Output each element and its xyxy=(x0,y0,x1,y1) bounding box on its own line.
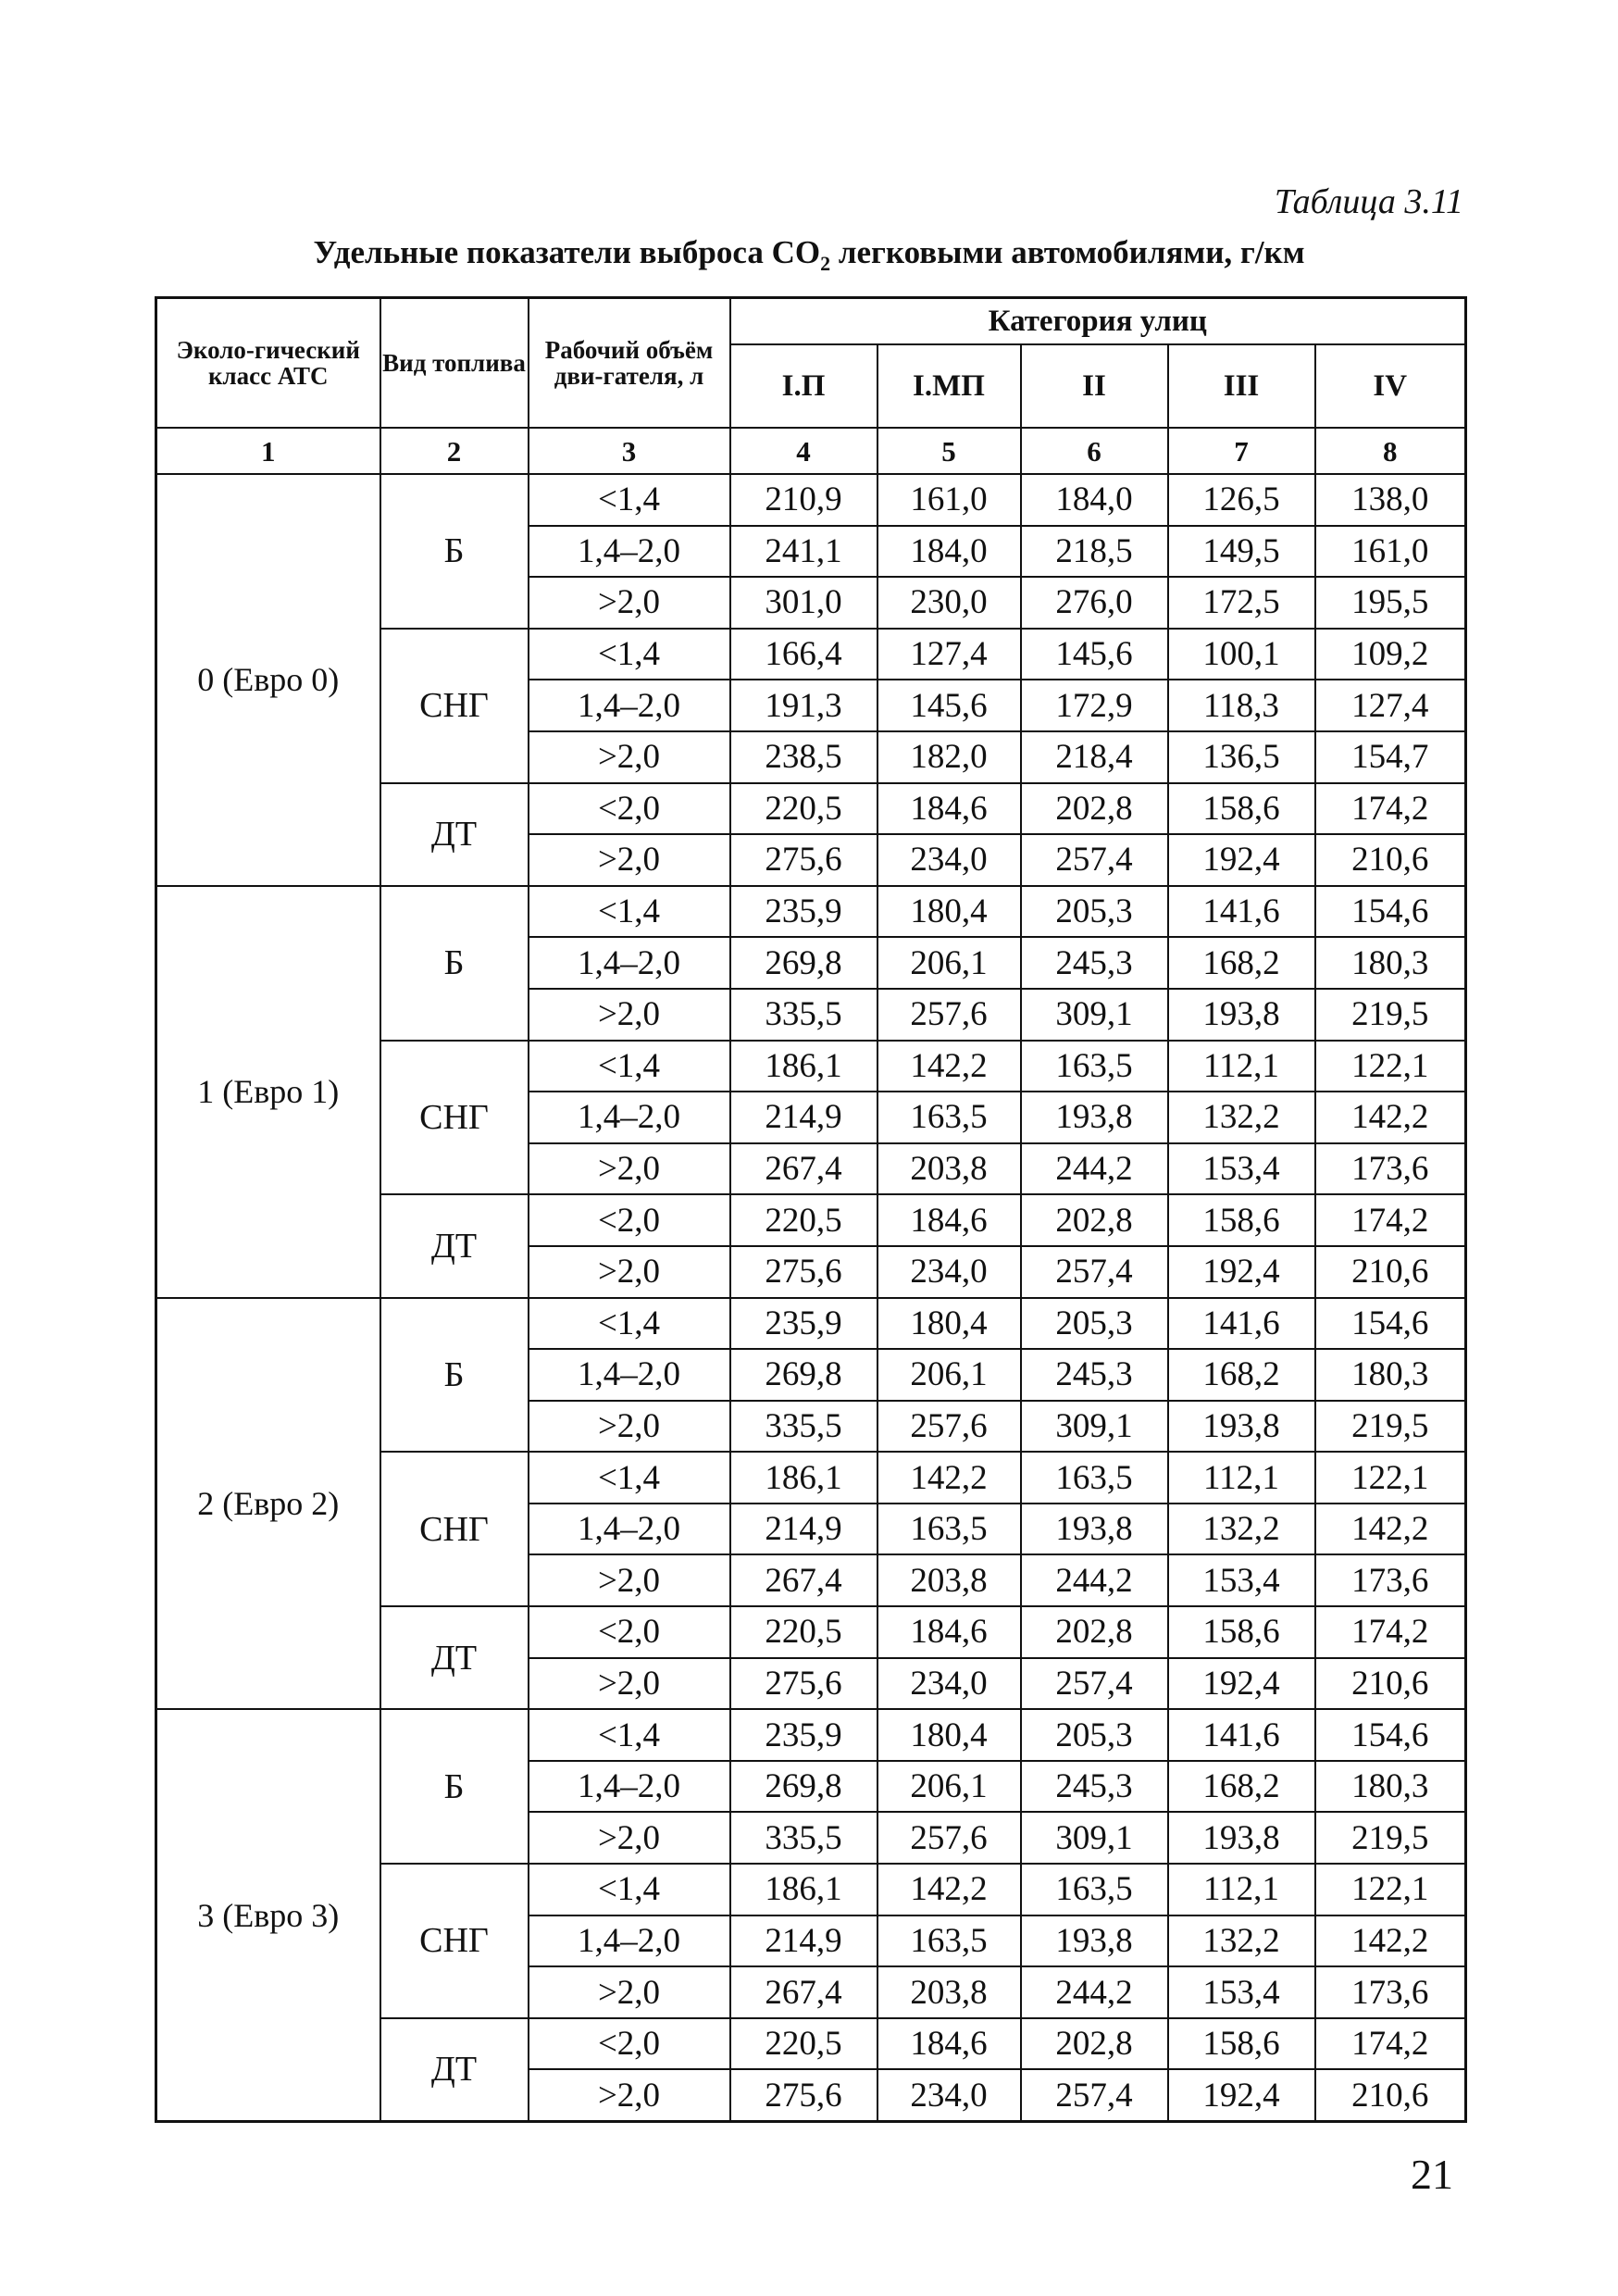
fuel-type-cell: Б xyxy=(380,1298,529,1453)
emission-value-cell: 220,5 xyxy=(730,783,877,835)
emission-value-cell: 335,5 xyxy=(730,1401,877,1453)
emission-value-cell: 173,6 xyxy=(1315,1554,1466,1606)
emission-value-cell: 126,5 xyxy=(1168,474,1315,526)
emission-value-cell: 168,2 xyxy=(1168,1349,1315,1401)
emission-value-cell: 218,4 xyxy=(1021,731,1168,783)
fuel-type-cell: СНГ xyxy=(380,1452,529,1606)
engine-volume-cell: >2,0 xyxy=(529,989,730,1041)
emission-value-cell: 244,2 xyxy=(1021,1143,1168,1195)
emission-value-cell: 210,6 xyxy=(1315,834,1466,886)
emission-value-cell: 214,9 xyxy=(730,1915,877,1967)
emission-value-cell: 158,6 xyxy=(1168,2018,1315,2070)
emission-value-cell: 174,2 xyxy=(1315,783,1466,835)
engine-volume-cell: >2,0 xyxy=(529,1966,730,2018)
table-title xyxy=(0,234,1618,276)
emission-value-cell: 142,2 xyxy=(877,1452,1021,1504)
emission-value-cell: 235,9 xyxy=(730,1709,877,1761)
emission-value-cell: 141,6 xyxy=(1168,1298,1315,1350)
emission-value-cell: 210,6 xyxy=(1315,1246,1466,1298)
emission-value-cell: 112,1 xyxy=(1168,1452,1315,1504)
emission-value-cell: 112,1 xyxy=(1168,1041,1315,1092)
emission-value-cell: 210,6 xyxy=(1315,2069,1466,2121)
emission-value-cell: 122,1 xyxy=(1315,1864,1466,1915)
emission-value-cell: 257,4 xyxy=(1021,834,1168,886)
emission-value-cell: 230,0 xyxy=(877,577,1021,629)
header-category-4: IV xyxy=(1315,344,1466,428)
emission-value-cell: 245,3 xyxy=(1021,937,1168,989)
emission-value-cell: 275,6 xyxy=(730,2069,877,2121)
engine-volume-cell: >2,0 xyxy=(529,577,730,629)
emission-value-cell: 244,2 xyxy=(1021,1966,1168,2018)
emission-value-cell: 192,4 xyxy=(1168,1246,1315,1298)
emission-value-cell: 210,9 xyxy=(730,474,877,526)
emission-value-cell: 257,6 xyxy=(877,1812,1021,1864)
emission-value-cell: 142,2 xyxy=(877,1041,1021,1092)
emission-value-cell: 234,0 xyxy=(877,2069,1021,2121)
table-title-main: Удельные показатели выброса CO xyxy=(313,234,821,270)
emission-value-cell: 276,0 xyxy=(1021,577,1168,629)
emission-value-cell: 238,5 xyxy=(730,731,877,783)
engine-volume-cell: >2,0 xyxy=(529,834,730,886)
emission-value-cell: 193,8 xyxy=(1168,1401,1315,1453)
emission-value-cell: 275,6 xyxy=(730,834,877,886)
emission-value-cell: 219,5 xyxy=(1315,989,1466,1041)
header-street-category: Категория улиц xyxy=(730,298,1466,345)
page-number: 21 xyxy=(1411,2151,1453,2198)
emission-value-cell: 145,6 xyxy=(1021,629,1168,680)
emission-value-cell: 163,5 xyxy=(1021,1864,1168,1915)
column-number: 1 xyxy=(156,428,380,474)
emission-value-cell: 184,6 xyxy=(877,2018,1021,2070)
emission-value-cell: 219,5 xyxy=(1315,1812,1466,1864)
fuel-type-cell: СНГ xyxy=(380,1864,529,2018)
emission-value-cell: 241,1 xyxy=(730,526,877,578)
column-number: 4 xyxy=(730,428,877,474)
engine-volume-cell: <1,4 xyxy=(529,1709,730,1761)
emission-value-cell: 163,5 xyxy=(877,1092,1021,1143)
emission-value-cell: 193,8 xyxy=(1021,1504,1168,1555)
table-row xyxy=(156,474,1466,526)
emission-value-cell: 309,1 xyxy=(1021,1401,1168,1453)
eco-class-cell: 2 (Евро 2) xyxy=(156,1298,380,1710)
engine-volume-cell: <2,0 xyxy=(529,1606,730,1658)
emission-value-cell: 244,2 xyxy=(1021,1554,1168,1606)
emission-value-cell: 205,3 xyxy=(1021,1709,1168,1761)
emission-value-cell: 127,4 xyxy=(1315,680,1466,731)
emission-value-cell: 214,9 xyxy=(730,1504,877,1555)
emission-value-cell: 153,4 xyxy=(1168,1966,1315,2018)
emission-value-cell: 203,8 xyxy=(877,1143,1021,1195)
emission-value-cell: 132,2 xyxy=(1168,1092,1315,1143)
engine-volume-cell: <2,0 xyxy=(529,783,730,835)
emission-value-cell: 192,4 xyxy=(1168,1658,1315,1710)
emission-value-cell: 161,0 xyxy=(877,474,1021,526)
emission-value-cell: 154,6 xyxy=(1315,886,1466,938)
emission-value-cell: 173,6 xyxy=(1315,1143,1466,1195)
engine-volume-cell: <1,4 xyxy=(529,1864,730,1915)
emission-value-cell: 142,2 xyxy=(877,1864,1021,1915)
header-category-1mp: I.МП xyxy=(877,344,1021,428)
column-number: 5 xyxy=(877,428,1021,474)
emission-value-cell: 335,5 xyxy=(730,1812,877,1864)
emission-value-cell: 154,6 xyxy=(1315,1298,1466,1350)
emission-value-cell: 138,0 xyxy=(1315,474,1466,526)
engine-volume-cell: 1,4–2,0 xyxy=(529,937,730,989)
emission-value-cell: 122,1 xyxy=(1315,1452,1466,1504)
header-category-3: III xyxy=(1168,344,1315,428)
engine-volume-cell: >2,0 xyxy=(529,1554,730,1606)
emission-value-cell: 257,4 xyxy=(1021,1658,1168,1710)
engine-volume-cell: >2,0 xyxy=(529,2069,730,2121)
engine-volume-cell: <1,4 xyxy=(529,1041,730,1092)
emission-value-cell: 202,8 xyxy=(1021,1194,1168,1246)
engine-volume-cell: <2,0 xyxy=(529,1194,730,1246)
emission-value-cell: 184,6 xyxy=(877,1194,1021,1246)
emission-value-cell: 206,1 xyxy=(877,1761,1021,1813)
emission-value-cell: 141,6 xyxy=(1168,886,1315,938)
emission-value-cell: 174,2 xyxy=(1315,1194,1466,1246)
emission-value-cell: 172,5 xyxy=(1168,577,1315,629)
emission-value-cell: 163,5 xyxy=(1021,1041,1168,1092)
header-category-2: II xyxy=(1021,344,1168,428)
emission-value-cell: 202,8 xyxy=(1021,783,1168,835)
emission-value-cell: 195,5 xyxy=(1315,577,1466,629)
emission-value-cell: 180,4 xyxy=(877,886,1021,938)
emission-value-cell: 269,8 xyxy=(730,1761,877,1813)
emission-value-cell: 206,1 xyxy=(877,1349,1021,1401)
emission-value-cell: 172,9 xyxy=(1021,680,1168,731)
engine-volume-cell: 1,4–2,0 xyxy=(529,1504,730,1555)
emission-value-cell: 122,1 xyxy=(1315,1041,1466,1092)
emission-value-cell: 257,4 xyxy=(1021,1246,1168,1298)
eco-class-cell: 3 (Евро 3) xyxy=(156,1709,380,2121)
fuel-type-cell: Б xyxy=(380,474,529,629)
table-body xyxy=(156,428,1466,2122)
emission-value-cell: 214,9 xyxy=(730,1092,877,1143)
emission-value-cell: 275,6 xyxy=(730,1246,877,1298)
emission-value-cell: 136,5 xyxy=(1168,731,1315,783)
emission-value-cell: 132,2 xyxy=(1168,1915,1315,1967)
engine-volume-cell: <1,4 xyxy=(529,1298,730,1350)
table-title-rest: легковыми автомобилями, г/км xyxy=(830,234,1305,270)
table-number-label: Таблица 3.11 xyxy=(1274,182,1463,221)
emission-value-cell: 158,6 xyxy=(1168,1194,1315,1246)
column-number: 6 xyxy=(1021,428,1168,474)
engine-volume-cell: <2,0 xyxy=(529,2018,730,2070)
emission-value-cell: 163,5 xyxy=(1021,1452,1168,1504)
emission-value-cell: 220,5 xyxy=(730,1194,877,1246)
emission-value-cell: 193,8 xyxy=(1168,1812,1315,1864)
emission-value-cell: 112,1 xyxy=(1168,1864,1315,1915)
fuel-type-cell: ДТ xyxy=(380,2018,529,2122)
emission-value-cell: 234,0 xyxy=(877,1658,1021,1710)
fuel-type-cell: ДТ xyxy=(380,1606,529,1709)
emission-value-cell: 257,6 xyxy=(877,989,1021,1041)
emission-value-cell: 153,4 xyxy=(1168,1554,1315,1606)
emission-value-cell: 127,4 xyxy=(877,629,1021,680)
table-title-subscript: 2 xyxy=(820,252,831,275)
emission-value-cell: 245,3 xyxy=(1021,1761,1168,1813)
emission-value-cell: 193,8 xyxy=(1021,1092,1168,1143)
emission-value-cell: 158,6 xyxy=(1168,783,1315,835)
emission-value-cell: 234,0 xyxy=(877,834,1021,886)
table-row xyxy=(156,1298,1466,1350)
fuel-type-cell: Б xyxy=(380,886,529,1041)
engine-volume-cell: 1,4–2,0 xyxy=(529,1349,730,1401)
table-row xyxy=(156,1709,1466,1761)
emission-value-cell: 192,4 xyxy=(1168,2069,1315,2121)
emission-value-cell: 174,2 xyxy=(1315,2018,1466,2070)
column-number: 2 xyxy=(380,428,529,474)
emission-value-cell: 210,6 xyxy=(1315,1658,1466,1710)
emission-value-cell: 267,4 xyxy=(730,1143,877,1195)
emission-value-cell: 184,6 xyxy=(877,1606,1021,1658)
engine-volume-cell: <1,4 xyxy=(529,474,730,526)
emission-value-cell: 267,4 xyxy=(730,1554,877,1606)
emission-value-cell: 180,3 xyxy=(1315,937,1466,989)
engine-volume-cell: 1,4–2,0 xyxy=(529,1915,730,1967)
emission-value-cell: 154,7 xyxy=(1315,731,1466,783)
emission-value-cell: 184,0 xyxy=(1021,474,1168,526)
emission-value-cell: 220,5 xyxy=(730,1606,877,1658)
engine-volume-cell: <1,4 xyxy=(529,886,730,938)
engine-volume-cell: >2,0 xyxy=(529,1812,730,1864)
emission-value-cell: 142,2 xyxy=(1315,1915,1466,1967)
emission-value-cell: 203,8 xyxy=(877,1966,1021,2018)
emission-value-cell: 158,6 xyxy=(1168,1606,1315,1658)
emission-value-cell: 309,1 xyxy=(1021,989,1168,1041)
emission-value-cell: 301,0 xyxy=(730,577,877,629)
engine-volume-cell: 1,4–2,0 xyxy=(529,1761,730,1813)
fuel-type-cell: СНГ xyxy=(380,629,529,783)
emission-value-cell: 193,8 xyxy=(1168,989,1315,1041)
emission-value-cell: 257,6 xyxy=(877,1401,1021,1453)
emission-value-cell: 275,6 xyxy=(730,1658,877,1710)
emission-value-cell: 174,2 xyxy=(1315,1606,1466,1658)
emission-value-cell: 218,5 xyxy=(1021,526,1168,578)
emission-value-cell: 202,8 xyxy=(1021,2018,1168,2070)
emission-value-cell: 184,6 xyxy=(877,783,1021,835)
header-category-1p: I.П xyxy=(730,344,877,428)
emission-value-cell: 267,4 xyxy=(730,1966,877,2018)
emission-value-cell: 142,2 xyxy=(1315,1092,1466,1143)
emission-value-cell: 205,3 xyxy=(1021,886,1168,938)
emission-value-cell: 193,8 xyxy=(1021,1915,1168,1967)
emission-value-cell: 180,3 xyxy=(1315,1349,1466,1401)
engine-volume-cell: >2,0 xyxy=(529,1658,730,1710)
emission-value-cell: 168,2 xyxy=(1168,937,1315,989)
eco-class-cell: 0 (Евро 0) xyxy=(156,474,380,886)
engine-volume-cell: <1,4 xyxy=(529,1452,730,1504)
emission-value-cell: 235,9 xyxy=(730,886,877,938)
emission-value-cell: 335,5 xyxy=(730,989,877,1041)
emission-value-cell: 163,5 xyxy=(877,1504,1021,1555)
emission-value-cell: 219,5 xyxy=(1315,1401,1466,1453)
emission-value-cell: 109,2 xyxy=(1315,629,1466,680)
engine-volume-cell: 1,4–2,0 xyxy=(529,526,730,578)
fuel-type-cell: СНГ xyxy=(380,1041,529,1195)
fuel-type-cell: Б xyxy=(380,1709,529,1864)
emission-value-cell: 192,4 xyxy=(1168,834,1315,886)
emission-value-cell: 163,5 xyxy=(877,1915,1021,1967)
engine-volume-cell: <1,4 xyxy=(529,629,730,680)
fuel-type-cell: ДТ xyxy=(380,1194,529,1297)
emission-value-cell: 168,2 xyxy=(1168,1761,1315,1813)
emission-value-cell: 191,3 xyxy=(730,680,877,731)
engine-volume-cell: >2,0 xyxy=(529,1401,730,1453)
emission-value-cell: 206,1 xyxy=(877,937,1021,989)
emission-value-cell: 100,1 xyxy=(1168,629,1315,680)
emission-value-cell: 245,3 xyxy=(1021,1349,1168,1401)
emission-value-cell: 186,1 xyxy=(730,1041,877,1092)
emission-value-cell: 118,3 xyxy=(1168,680,1315,731)
emission-value-cell: 269,8 xyxy=(730,937,877,989)
emission-value-cell: 203,8 xyxy=(877,1554,1021,1606)
emission-value-cell: 132,2 xyxy=(1168,1504,1315,1555)
emission-value-cell: 202,8 xyxy=(1021,1606,1168,1658)
engine-volume-cell: 1,4–2,0 xyxy=(529,1092,730,1143)
emission-value-cell: 145,6 xyxy=(877,680,1021,731)
table-row xyxy=(156,886,1466,938)
emission-value-cell: 269,8 xyxy=(730,1349,877,1401)
column-number-row xyxy=(156,428,1466,474)
emission-value-cell: 220,5 xyxy=(730,2018,877,2070)
engine-volume-cell: >2,0 xyxy=(529,731,730,783)
emission-value-cell: 149,5 xyxy=(1168,526,1315,578)
emission-value-cell: 173,6 xyxy=(1315,1966,1466,2018)
column-number: 7 xyxy=(1168,428,1315,474)
emission-value-cell: 234,0 xyxy=(877,1246,1021,1298)
emission-value-cell: 180,4 xyxy=(877,1709,1021,1761)
emission-value-cell: 180,4 xyxy=(877,1298,1021,1350)
emission-value-cell: 141,6 xyxy=(1168,1709,1315,1761)
engine-volume-cell: >2,0 xyxy=(529,1143,730,1195)
header-engine-volume: Рабочий объём дви-гателя, л xyxy=(529,298,730,429)
header-eco-class: Эколо-гический класс АТС xyxy=(156,298,380,429)
emission-value-cell: 184,0 xyxy=(877,526,1021,578)
engine-volume-cell: 1,4–2,0 xyxy=(529,680,730,731)
emission-value-cell: 309,1 xyxy=(1021,1812,1168,1864)
emission-value-cell: 153,4 xyxy=(1168,1143,1315,1195)
emission-value-cell: 142,2 xyxy=(1315,1504,1466,1555)
emission-value-cell: 257,4 xyxy=(1021,2069,1168,2121)
emission-value-cell: 205,3 xyxy=(1021,1298,1168,1350)
emission-value-cell: 186,1 xyxy=(730,1452,877,1504)
column-number: 3 xyxy=(529,428,730,474)
emission-value-cell: 182,0 xyxy=(877,731,1021,783)
emission-value-cell: 154,6 xyxy=(1315,1709,1466,1761)
emission-value-cell: 186,1 xyxy=(730,1864,877,1915)
emission-value-cell: 180,3 xyxy=(1315,1761,1466,1813)
header-fuel-type: Вид топлива xyxy=(380,298,529,429)
emission-value-cell: 161,0 xyxy=(1315,526,1466,578)
emission-value-cell: 166,4 xyxy=(730,629,877,680)
eco-class-cell: 1 (Евро 1) xyxy=(156,886,380,1298)
fuel-type-cell: ДТ xyxy=(380,783,529,886)
emissions-table xyxy=(155,296,1467,2123)
column-number: 8 xyxy=(1315,428,1466,474)
emission-value-cell: 235,9 xyxy=(730,1298,877,1350)
engine-volume-cell: >2,0 xyxy=(529,1246,730,1298)
